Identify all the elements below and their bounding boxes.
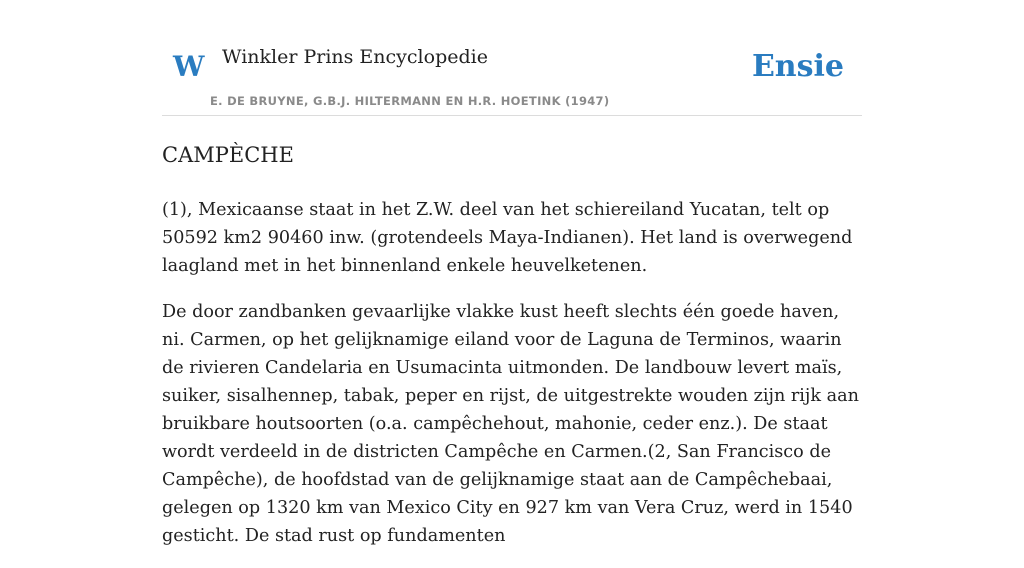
site-header <box>162 36 862 116</box>
article-headword: CAMPÈCHE <box>162 143 294 167</box>
article-body <box>162 138 862 568</box>
article-paragraph: De door zandbanken gevaarlijke vlakke kust heeft slechts één goede haven, ni. Carmen, op het gelijknamige eiland voor de Laguna de Terminos, waarin de rivieren Candelaria en Usumacinta uitmonden. De landbouw levert maïs, suiker, sisalhennep, tabak, peper en rijst, de uitgestrekte wouden zijn rijk aan bruikbare houtsoorten (o.a. campêchehout, mahonie, ceder enz.). De staat wordt verdeeld in de districten Campêche en Carmen.(2, San Francisco de Campêche), de hoofdstad van de gelijknamige staat aan de Campêchebaai, gelegen op 1320 km van Mexico City en 927 km van Vera Cruz, werd in 1540 gesticht. De stad rust op fundamenten <box>162 302 859 546</box>
article-paragraph: (1), Mexicaanse staat in het Z.W. deel van het schiereiland Yucatan, telt op 50592 km2 90460 inw. (grotendeels Maya-Indianen). Het land is overwegend laagland met in het binnenland enkele heuvelketenen. <box>162 200 853 276</box>
ensie-brand-link[interactable]: Ensie <box>751 49 844 84</box>
winkler-prins-logo-link[interactable]: W <box>173 50 205 83</box>
source-title: Winkler Prins Encyclopedie <box>222 46 488 68</box>
source-authors: E. DE BRUYNE, G.B.J. HILTERMANN EN H.R. HOETINK (1947) <box>210 94 610 108</box>
